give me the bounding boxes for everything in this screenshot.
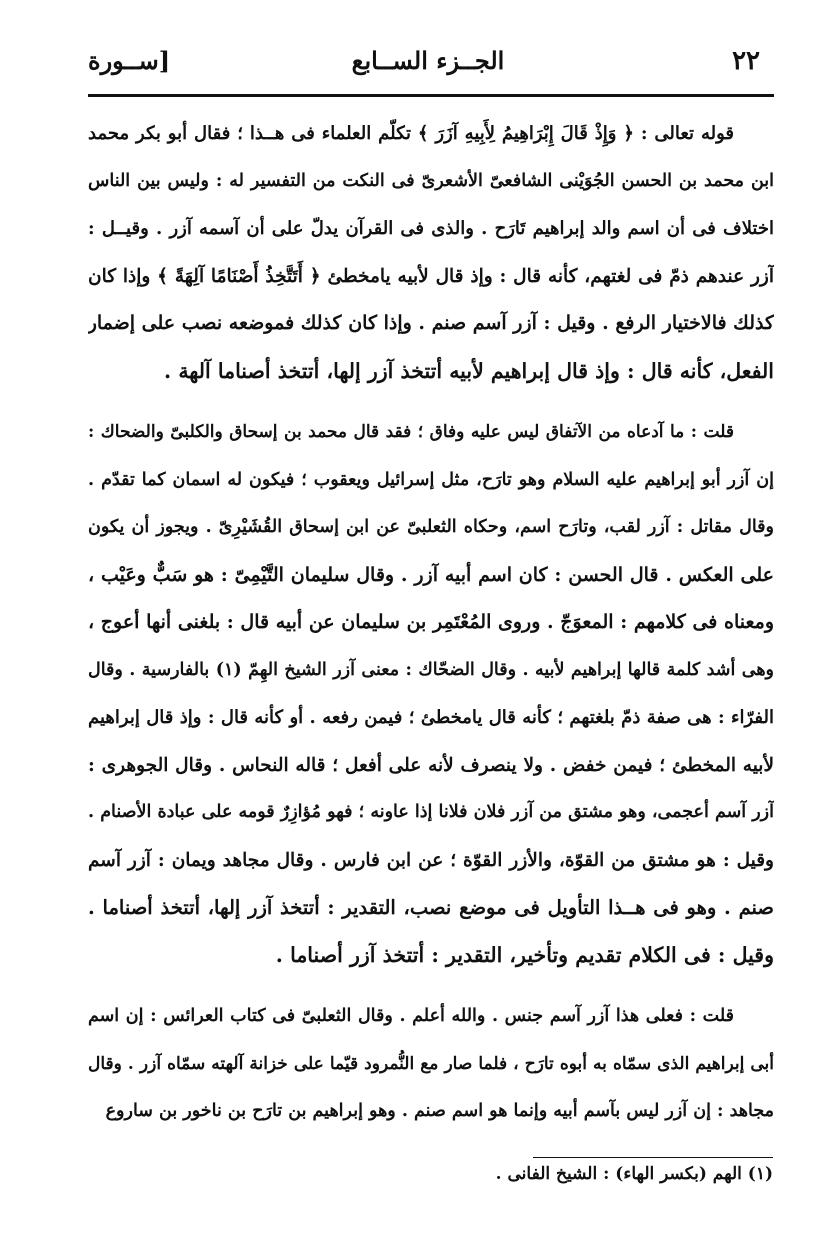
text-line: إن آزر أبو إبراهيم عليه السلام وهو تارَح، مثل إسرائيل ويعقوب ؛ فيكون له اسمان كما تقدّم . <box>88 469 774 490</box>
text-line: آزر آسم أعجمى، وهو مشتق من آزر فلان فلانا إذا عاونه ؛ فهو مُؤازِرٌ قومه على عبادة الأصنام . <box>88 802 774 822</box>
text-line: قلت : ما آدعاه من الآتفاق ليس عليه وفاق ؛ فقد قال محمد بن إسحاق والكلبىّ والضحاك : <box>88 422 734 442</box>
text-line: وهى أشد كلمة قالها إبراهيم لأبيه . وقال الضحّاك : معنى آزر الشيخ الهِمّ (١) بالفارسية . وقال <box>88 659 774 680</box>
text-line: لأبيه المخطئ ؛ فيمن خفض . ولا ينصرف لأنه على أفعل ؛ قاله النحاس . وقال الجوهرى : <box>88 754 774 776</box>
text-line: أبى إبراهيم الذى سمّاه به أبوه تارَح ، فلما صار مع النُّمرود قيّما على خزانة آلهته سمّاه آزر . وقال <box>88 1053 774 1074</box>
surah-label: [ســورة <box>88 46 171 75</box>
paragraph <box>88 110 774 395</box>
text-line: على العكس . قال الحسن : كان اسم أبيه آزر . وقال سليمان التَّيْمِىّ : هو سَبٌّ وعَيْب ، <box>88 563 774 586</box>
text-line: وقال مقاتل : آزر لقب، وتارَح اسم، وحكاه الثعلبىّ عن ابن إسحاق القُشَيْرِىّ . ويجوز أن يكون <box>88 517 774 537</box>
page-header <box>88 40 768 92</box>
text-line: ابن محمد بن الحسن الجُوَيْنى الشافعىّ الأشعرىّ فى النكت من التفسير له : وليس بين الناس <box>88 170 774 191</box>
text-line: مجاهد : إن آزر ليس بآسم أبيه وإنما هو اسم صنم . وهو إبراهيم بن تارَح بن ناخور بن ساروع <box>105 1101 774 1121</box>
text-line: ومعناه فى كلامهم : المعوَجّ . وروى المُعْتَمِر بن سليمان عن أبيه قال : بلغنى أنها أعوج ، <box>88 611 774 633</box>
paragraph <box>88 993 774 1136</box>
paragraph <box>88 409 774 979</box>
text-line: قلت : فعلى هذا آزر آسم جنس . والله أعلم . وقال الثعلبىّ فى كتاب العرائس : إن اسم <box>88 1006 734 1026</box>
text-line: الفرّاء : هى صفة ذمّ بلغتهم ؛ كأنه قال يامخطئ ؛ فيمن رفعه . أو كأنه قال : وإذ قال إبراهيم <box>88 707 774 728</box>
text-line: اختلاف فى أن اسم والد إبراهيم تَارَح . والذى فى القرآن يدلّ على أن آسمه آزر . وقيــل : <box>88 218 774 239</box>
footnote-divider <box>533 1157 773 1158</box>
text-line: قوله تعالى : ﴿ وَإِذْ قَالَ إِبْرَاهِيمُ لِأَبِيهِ آزَرَ ﴾ تكلّم العلماء فى هــذا ؛ فقال أبو بكر محمد <box>88 123 734 144</box>
text-line: كذلك فالاختيار الرفع . وقيل : آزر آسم صنم . وإذا كان كذلك فموضعه نصب على إضمار <box>88 312 774 334</box>
text-line: وقيل : فى الكلام تقديم وتأخير، التقدير : أتتخذ آزر أصناما . <box>275 942 774 967</box>
footnote: (١) الهم (بكسر الهاء) : الشيخ الفانى . <box>495 1164 773 1184</box>
text-line: وقيل : هو مشتق من القوّة، والأزر القوّة ؛ عن ابن فارس . وقال مجاهد ويمان : آزر آسم <box>88 849 774 871</box>
text-line: صنم . وهو فى هــذا التأويل فى موضع نصب، التقدير : أتتخذ آزر إلها، أتتخذ أصناما . <box>88 896 774 919</box>
header-divider <box>88 94 774 97</box>
part-title: الجــزء الســابع <box>351 46 505 75</box>
text-line: آزر عندهم ذمّ فى لغتهم، كأنه قال : وإذ قال لأبيه يامخطئ ﴿ أَتَتَّخِذُ أَصْنَامًا آلِهَةً ﴾ وإذا كان <box>88 265 774 287</box>
page-number: ٢٢ <box>732 46 760 76</box>
main-text <box>88 110 774 1150</box>
text-line: الفعل، كأنه قال : وإذ قال إبراهيم لأبيه أتتخذ آزر إلها، أتتخذ أصناما آلهة . <box>164 358 774 383</box>
